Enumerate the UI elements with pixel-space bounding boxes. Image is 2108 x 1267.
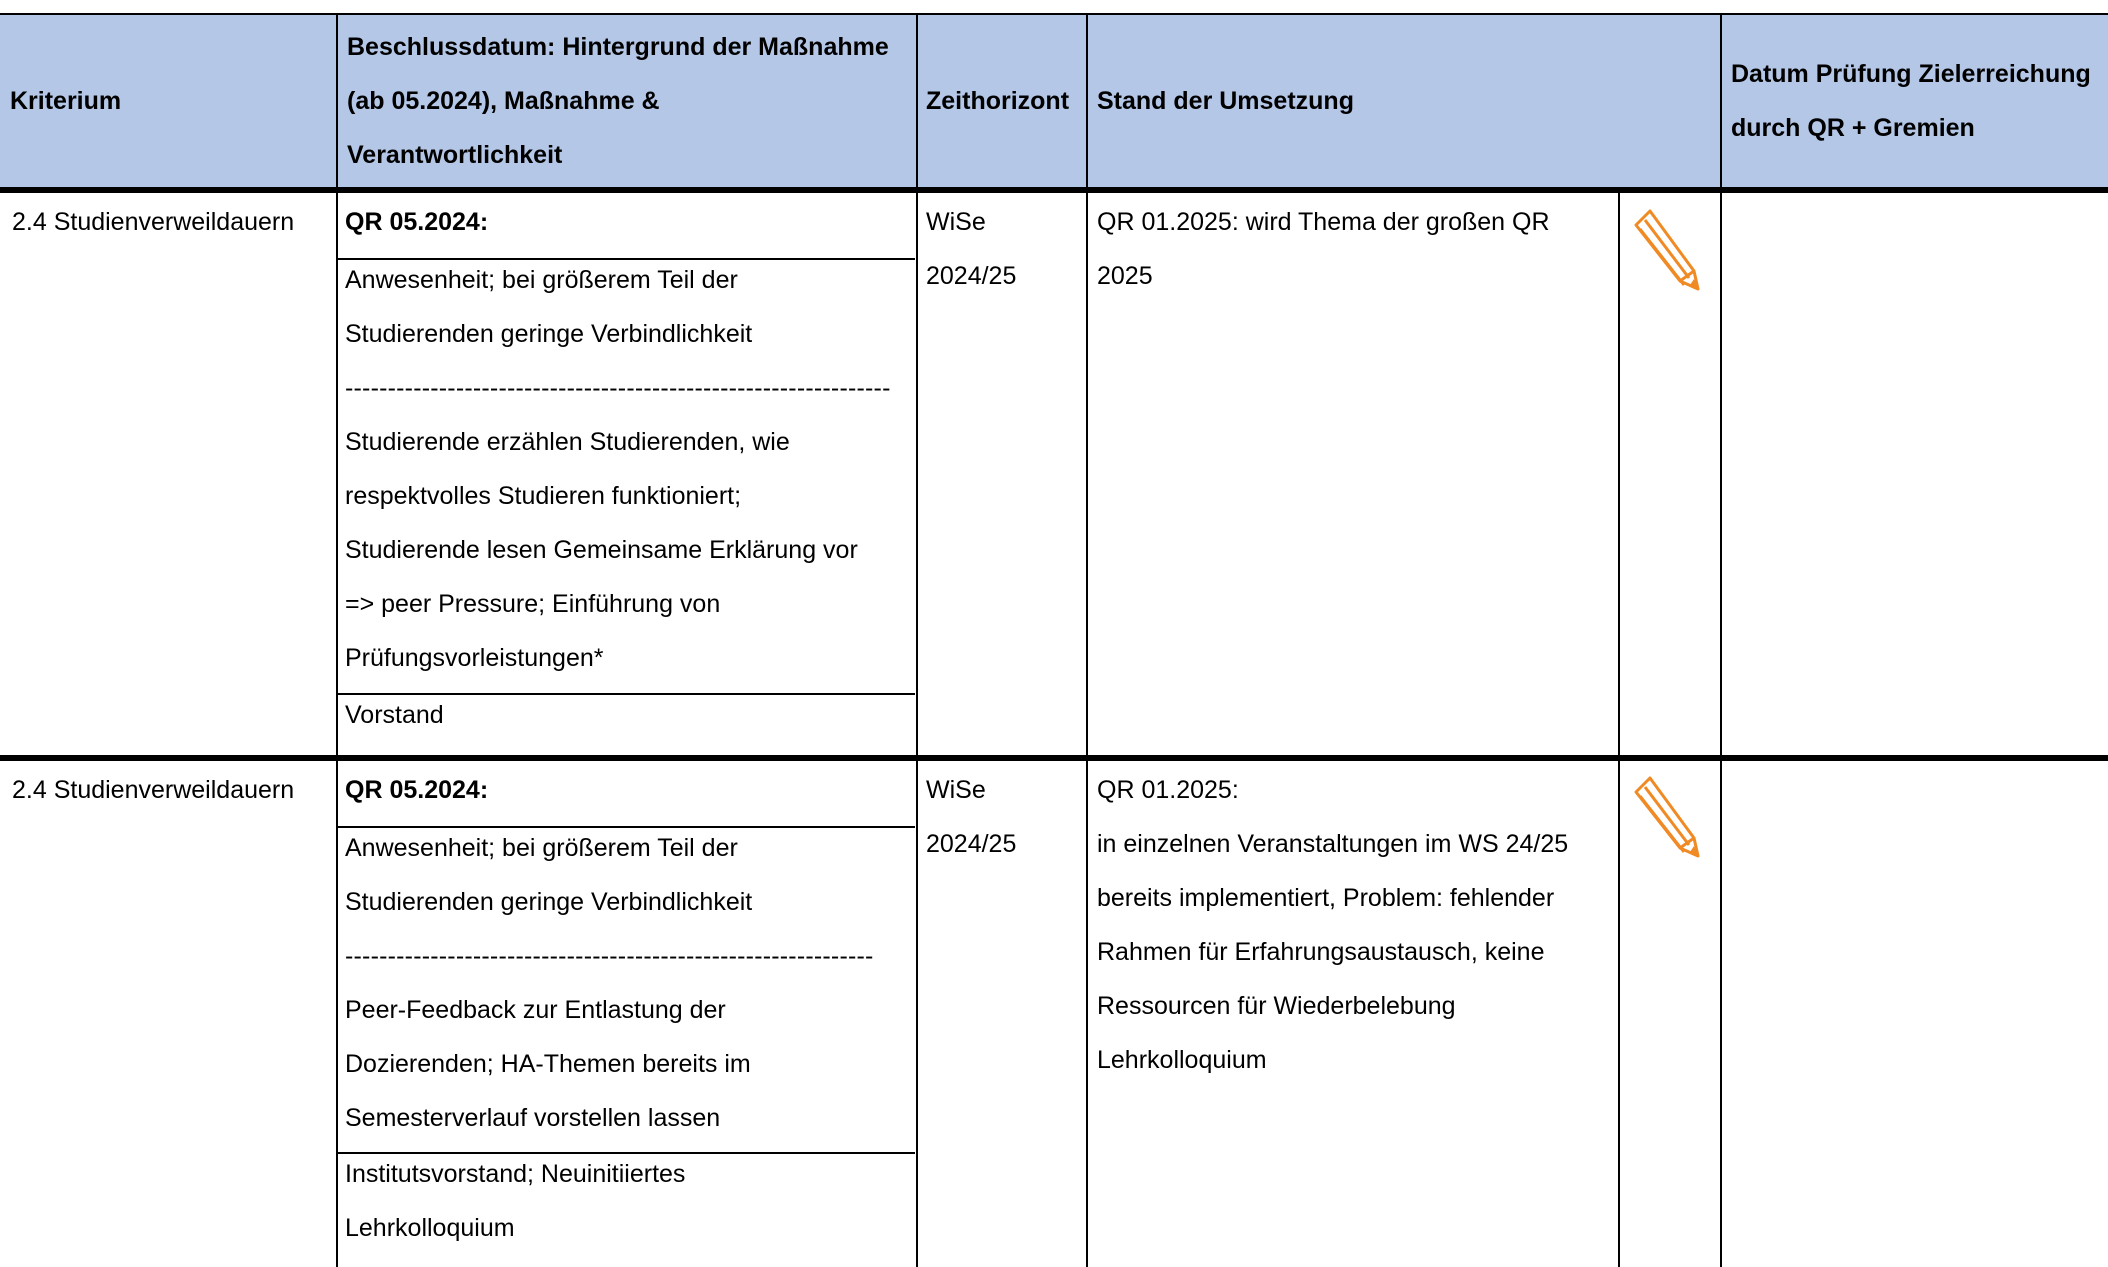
cell-hintergrund-line[interactable]: Studierenden geringe Verbindlichkeit: [345, 320, 753, 348]
cell-beschluss-label[interactable]: QR 05.2024:: [345, 776, 489, 804]
column-divider: [1720, 13, 1722, 1267]
header-beschluss-line: (ab 05.2024), Maßnahme &: [347, 86, 660, 115]
cell-stand-line[interactable]: 2025: [1097, 262, 1153, 290]
cell-stand-line[interactable]: bereits implementiert, Problem: fehlender: [1097, 884, 1555, 912]
pencil-icon[interactable]: [1632, 772, 1702, 862]
dashed-separator: ----------------------------------------------------------------: [345, 374, 891, 402]
cell-massnahme-line[interactable]: Semesterverlauf vorstellen lassen: [345, 1104, 721, 1132]
cell-massnahme-line[interactable]: Studierende lesen Gemeinsame Erklärung vor: [345, 536, 858, 564]
column-divider: [916, 13, 918, 1267]
header-datum-line: Datum Prüfung Zielerreichung: [1731, 59, 2091, 88]
cell-massnahme-line[interactable]: respektvolles Studieren funktioniert;: [345, 482, 742, 510]
header-bottom-border: [0, 187, 2108, 193]
header-datum-pruefung[interactable]: [1721, 13, 2108, 188]
header-beschlussdatum[interactable]: [337, 13, 917, 188]
cell-hintergrund-line[interactable]: Anwesenheit; bei größerem Teil der: [345, 834, 738, 862]
cell-stand-line[interactable]: in einzelnen Veranstaltungen im WS 24/25: [1097, 830, 1569, 858]
cell-verantwortlich-line[interactable]: Institutsvorstand; Neuinitiiertes: [345, 1160, 686, 1188]
pencil-icon[interactable]: [1632, 205, 1702, 295]
header-datum-line: durch QR + Gremien: [1731, 113, 1975, 142]
cell-massnahme-line[interactable]: Prüfungsvorleistungen*: [345, 644, 604, 672]
row-separator: [0, 755, 2108, 761]
cell-zeithorizont-line[interactable]: 2024/25: [926, 830, 1017, 858]
cell-stand-line[interactable]: Rahmen für Erfahrungsaustausch, keine: [1097, 938, 1545, 966]
cell-stand-line[interactable]: Lehrkolloquium: [1097, 1046, 1267, 1074]
cell-stand-line[interactable]: QR 01.2025: wird Thema der großen QR: [1097, 208, 1550, 236]
header-beschluss-line: Beschlussdatum: Hintergrund der Maßnahme: [347, 32, 889, 61]
cell-massnahme-line[interactable]: => peer Pressure; Einführung von: [345, 590, 721, 618]
cell-massnahme-line[interactable]: Peer-Feedback zur Entlastung der: [345, 996, 726, 1024]
cell-zeithorizont-line[interactable]: WiSe: [926, 776, 986, 804]
cell-hintergrund-line[interactable]: Studierenden geringe Verbindlichkeit: [345, 888, 753, 916]
cell-stand-line[interactable]: QR 01.2025:: [1097, 776, 1239, 804]
header-beschluss-line: Verantwortlichkeit: [347, 140, 563, 169]
header-kriterium[interactable]: Kriterium: [10, 86, 122, 115]
cell-hintergrund-line[interactable]: Anwesenheit; bei größerem Teil der: [345, 266, 738, 294]
cell-verantwortlich-line[interactable]: Lehrkolloquium: [345, 1214, 515, 1242]
header-zeithorizont[interactable]: Zeithorizont: [926, 86, 1070, 115]
cell-kriterium[interactable]: 2.4 Studienverweildauern: [12, 208, 295, 236]
cell-beschluss-label[interactable]: QR 05.2024:: [345, 208, 489, 236]
cell-massnahme-line[interactable]: Dozierenden; HA-Themen bereits im: [345, 1050, 751, 1078]
cell-zeithorizont-line[interactable]: 2024/25: [926, 262, 1017, 290]
cell-stand-line[interactable]: Ressourcen für Wiederbelebung: [1097, 992, 1456, 1020]
column-divider: [1618, 190, 1620, 1267]
header-stand[interactable]: Stand der Umsetzung: [1097, 86, 1354, 115]
cell-kriterium[interactable]: 2.4 Studienverweildauern: [12, 776, 295, 804]
column-divider: [1086, 13, 1088, 1267]
cell-massnahme-line[interactable]: Studierende erzählen Studierenden, wie: [345, 428, 790, 456]
cell-zeithorizont-line[interactable]: WiSe: [926, 208, 986, 236]
dashed-separator: --------------------------------------------------------------: [345, 942, 874, 970]
cell-verantwortlich[interactable]: Vorstand: [345, 701, 444, 729]
column-divider: [336, 13, 338, 1267]
